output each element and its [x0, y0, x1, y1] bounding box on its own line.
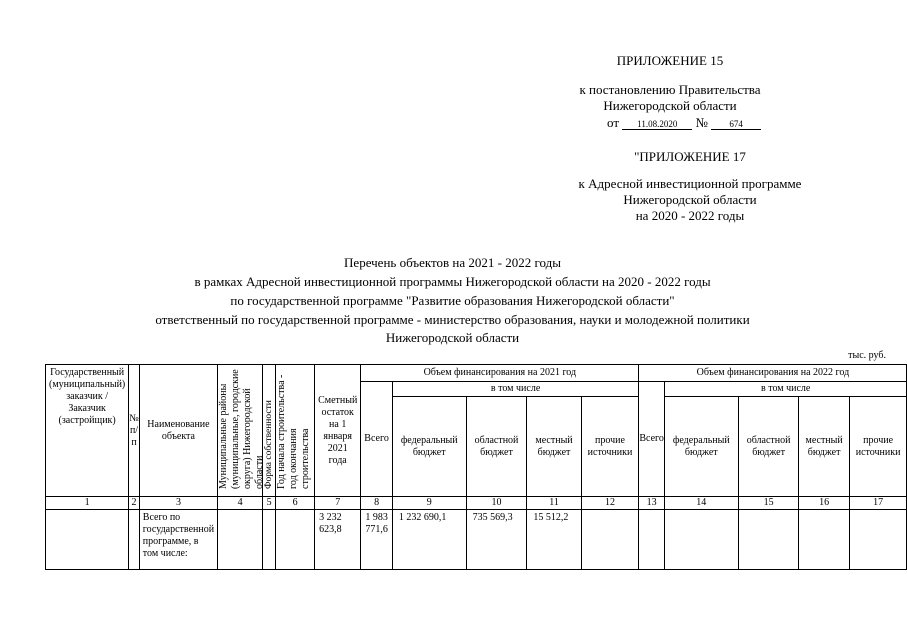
- column-number: 9: [392, 497, 466, 510]
- column-number: 11: [527, 497, 581, 510]
- header-ownership-text: Форма собственности: [264, 399, 275, 489]
- doc-title-line-3: по государственной программе "Развитие образования Нижегородской области": [230, 293, 675, 308]
- resolution-number: 674: [711, 119, 761, 130]
- cell-regional-2021: 735 569,3: [466, 510, 527, 570]
- header-including-2022: в том числе: [664, 382, 907, 397]
- cell-local-2022: [799, 510, 849, 570]
- cell-local-2021: 15 512,2: [527, 510, 581, 570]
- cell-num: [129, 510, 140, 570]
- header-object-name: Наименование объекта: [139, 365, 217, 497]
- header-other-2021: прочие источники: [581, 397, 639, 497]
- cell-years: [276, 510, 315, 570]
- cell-ownership: [263, 510, 276, 570]
- cell-object-name: Всего по государственной программе, в том числе:: [139, 510, 217, 570]
- header-including-2021: в том числе: [392, 382, 639, 397]
- doc-title-line-5: Нижегородской области: [385, 330, 520, 345]
- column-number: 7: [315, 497, 361, 510]
- header-local-2022: местный бюджет: [799, 397, 849, 497]
- header-years: [276, 365, 315, 497]
- cell-customer: [46, 510, 129, 570]
- resolution-line-1: к постановлению Правительства: [579, 82, 761, 97]
- column-number: 5: [263, 497, 276, 510]
- cell-estimate: 3 232 623,8: [315, 510, 361, 570]
- header-estimate: Сметный остаток на 1 января 2021 года: [315, 365, 361, 497]
- doc-title-line-4: ответственный по государственной программе - министерство образования, науки и молодежной политики: [155, 312, 750, 327]
- column-number: 8: [361, 497, 393, 510]
- column-number: 3: [139, 497, 217, 510]
- table-row: [46, 510, 907, 570]
- objects-table: [45, 364, 907, 570]
- cell-federal-2021: 1 232 690,1: [392, 510, 466, 570]
- cell-other-2022: [849, 510, 907, 570]
- column-number: 16: [799, 497, 849, 510]
- column-number: 15: [738, 497, 799, 510]
- header-federal-2022: федеральный бюджет: [664, 397, 738, 497]
- column-number: 4: [218, 497, 263, 510]
- cell-municipal: [218, 510, 263, 570]
- resolution-line-2: Нижегородской области: [603, 98, 737, 113]
- doc-title-line-2: в рамках Адресной инвестиционной программы Нижегородской области на 2020 - 2022 годы: [194, 274, 711, 289]
- column-number: 14: [664, 497, 738, 510]
- header-municipal-text: Муниципальные районы (муниципальные, городские округа) Нижегородской области: [218, 368, 266, 489]
- cell-total-2022: [639, 510, 665, 570]
- header-customer: Государственный (муниципальный) заказчик / Заказчик (застройщик): [46, 365, 129, 497]
- program-line-3: на 2020 - 2022 годы: [635, 208, 745, 223]
- header-federal-2021: федеральный бюджет: [392, 397, 466, 497]
- header-fin-2022: Объем финансирования на 2022 год: [639, 365, 907, 382]
- header-fin-2021: Объем финансирования на 2021 год: [361, 365, 639, 382]
- appendix-17-title: "ПРИЛОЖЕНИЕ 17: [634, 149, 746, 164]
- number-sign: №: [695, 115, 708, 130]
- column-number: 6: [276, 497, 315, 510]
- header-regional-2021: областной бюджет: [466, 397, 527, 497]
- units-label: тыс. руб.: [848, 350, 886, 361]
- header-other-2022: прочие источники: [849, 397, 907, 497]
- header-municipal: [218, 365, 266, 497]
- program-line-2: Нижегородской области: [623, 192, 757, 207]
- header-years-text: Год начала строительства - год окончания строительства: [276, 374, 312, 489]
- header-total-2022: Всего: [639, 382, 665, 497]
- resolution-date: 11.08.2020: [622, 119, 692, 130]
- column-number: 10: [466, 497, 527, 510]
- column-number: 13: [639, 497, 665, 510]
- cell-regional-2022: [738, 510, 799, 570]
- resolution-date-line: [607, 115, 797, 131]
- program-line-1: к Адресной инвестиционной программе: [578, 176, 802, 191]
- column-number: 12: [581, 497, 639, 510]
- column-number: 2: [129, 497, 140, 510]
- header-local-2021: местный бюджет: [527, 397, 581, 497]
- cell-federal-2022: [664, 510, 738, 570]
- column-number: 1: [46, 497, 129, 510]
- column-number-row: [46, 497, 907, 510]
- header-total-2021: Всего: [361, 382, 393, 497]
- header-ownership: [263, 365, 276, 497]
- column-number: 17: [849, 497, 907, 510]
- cell-total-2021: 1 983 771,6: [361, 510, 393, 570]
- header-regional-2022: областной бюджет: [738, 397, 799, 497]
- appendix-title: ПРИЛОЖЕНИЕ 15: [616, 53, 724, 68]
- cell-other-2021: [581, 510, 639, 570]
- header-num: № п/п: [129, 365, 140, 497]
- from-label: от: [607, 115, 620, 130]
- doc-title-line-1: Перечень объектов на 2021 - 2022 годы: [344, 255, 561, 270]
